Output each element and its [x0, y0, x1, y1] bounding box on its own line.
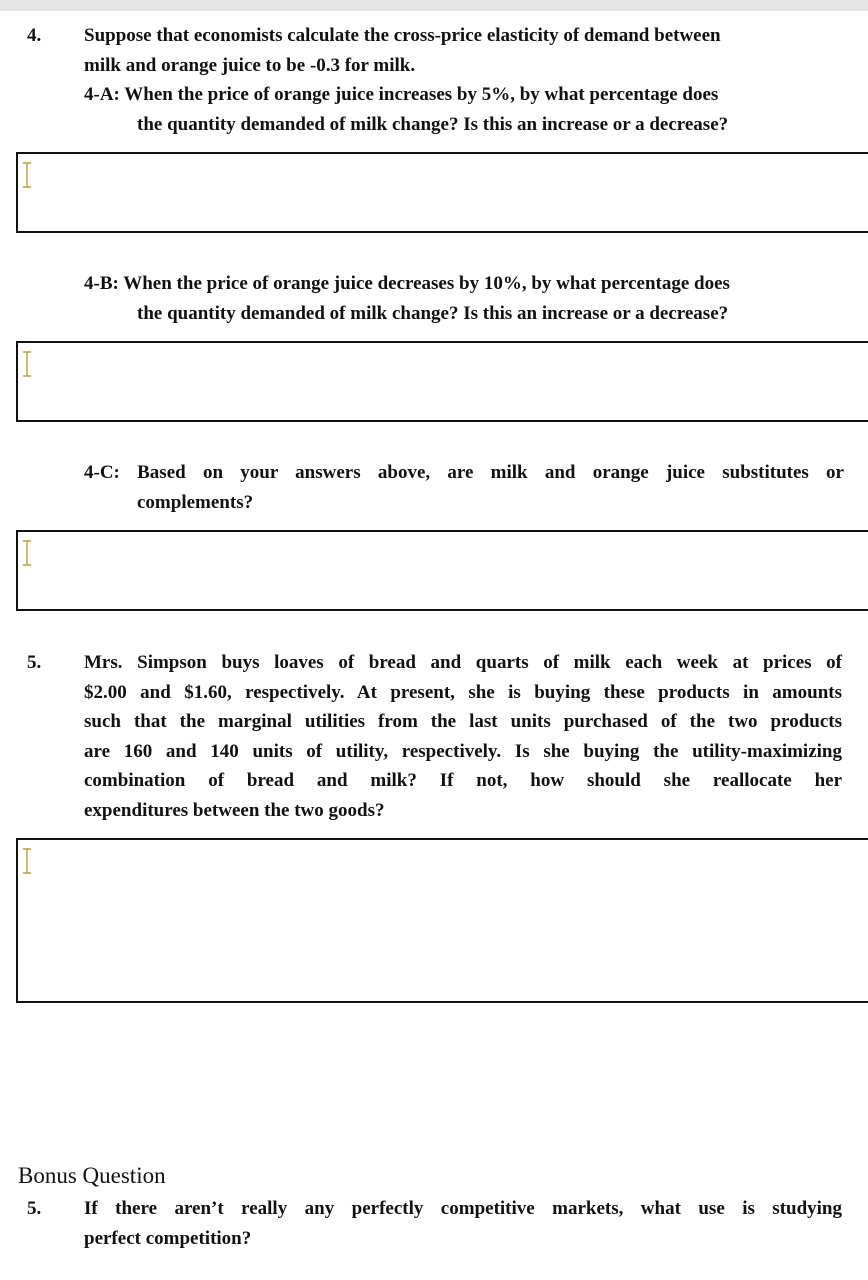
text-cursor-icon: [22, 540, 32, 566]
bonus-question-text: [84, 1194, 842, 1253]
question-4a-line-1: 4-A: When the price of orange juice increases by 5%, by what percentage does: [84, 84, 719, 105]
question-4a-line-2: the quantity demanded of milk change? Is this an increase or a decrease?: [137, 113, 729, 135]
text-cursor-icon: [22, 162, 32, 188]
question-4b-line-1: 4-B: When the price of orange juice decreases by 10%, by what percentage does: [84, 273, 730, 294]
question-4c-line-1: 4-C: Based on your answers above, are milk and orange juice substitutes or: [84, 462, 844, 483]
text-cursor-icon: [22, 848, 32, 874]
answer-box-4a[interactable]: [16, 152, 868, 233]
bonus-line-1: If there aren’t really any perfectly competitive markets, what use is studying: [84, 1198, 842, 1219]
bonus-question-title: Bonus Question: [18, 1163, 166, 1188]
bonus-question-number: 5.: [27, 1198, 42, 1219]
bonus-line-2: perfect competition?: [84, 1227, 252, 1249]
question-5-line-6: expenditures between the two goods?: [84, 799, 385, 821]
answer-box-5[interactable]: [16, 838, 868, 1003]
question-5-line-5: combination of bread and milk? If not, how should she reallocate her: [84, 770, 842, 791]
question-4-line-1: Suppose that economists calculate the cross-price elasticity of demand between: [84, 25, 721, 46]
top-strip: [0, 0, 868, 11]
question-4-line-2: milk and orange juice to be -0.3 for milk.: [84, 54, 416, 76]
question-4-number: 4.: [27, 25, 42, 46]
question-4c-text: [84, 458, 844, 517]
answer-box-4b[interactable]: [16, 341, 868, 422]
question-5-line-2: $2.00 and $1.60, respectively. At present, she is buying these products in amounts: [84, 681, 842, 703]
question-5-line-3: such that the marginal utilities from the last units purchased of the two products: [84, 711, 842, 732]
question-5-line-4: are 160 and 140 units of utility, respectively. Is she buying the utility-maximizing: [84, 740, 842, 762]
text-cursor-icon: [22, 351, 32, 377]
question-4b-line-2: the quantity demanded of milk change? Is this an increase or a decrease?: [137, 302, 729, 324]
question-5-line-1: Mrs. Simpson buys loaves of bread and quarts of milk each week at prices of: [84, 652, 842, 673]
question-4c-line-2: complements?: [137, 491, 254, 513]
question-5-number: 5.: [27, 652, 42, 673]
question-4b-text: [84, 269, 844, 328]
question-4-text: [84, 21, 844, 139]
question-5-text: [84, 648, 842, 825]
answer-box-4c[interactable]: [16, 530, 868, 611]
